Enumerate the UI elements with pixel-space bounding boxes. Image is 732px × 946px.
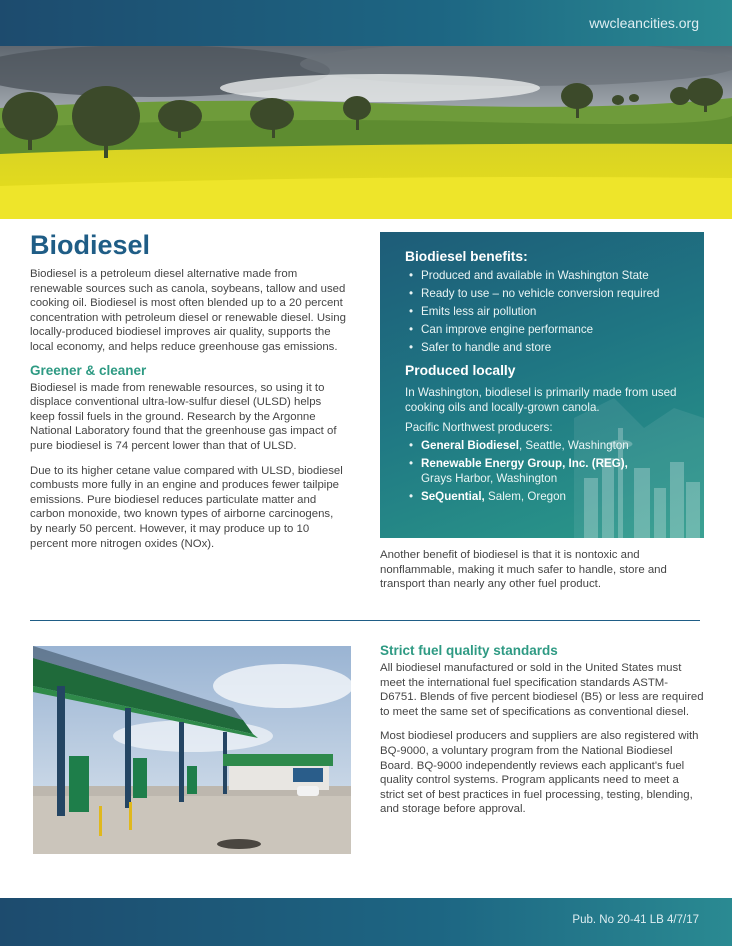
producer-name: SeQuential, (421, 490, 485, 503)
producer-name: Renewable Energy Group, Inc. (REG), (421, 457, 628, 470)
footer-bar (0, 898, 732, 946)
publication-number: Pub. No 20-41 LB 4/7/17 (572, 914, 699, 926)
list-item (405, 456, 700, 486)
produced-locally-heading: Produced locally (405, 363, 516, 378)
canola-field-photo (0, 46, 732, 219)
list-item: • Safer to handle and store (405, 339, 700, 357)
benefits-heading: Biodiesel benefits: (405, 249, 528, 264)
list-item: • Can improve engine performance (405, 321, 700, 339)
greener-paragraph-1: Biodiesel is made from renewable resources, so using it to displace conventional ultra-low-sulfur diesel (ULSD) helps keep fossil fuels in the ground. Research by the Argonne National Laboratory found that the greenhouse gas impact of pure biodiesel is 74 percent lower than that of ULSD. (30, 381, 337, 452)
produced-locally-paragraph: In Washington, biodiesel is primarily made from used cooking oils and locally-grown canola. (405, 386, 677, 414)
producers-list (405, 438, 700, 504)
producer-location: Salem, Oregon (484, 490, 566, 503)
standards-paragraph-2: Most biodiesel producers and suppliers are also registered with BQ-9000, a voluntary program from the National Biodiesel Board. BQ-9000 independently reviews each applicant's fuel quality control systems. Program applicants need to meet a strict set of best practices in fuel processing, testing, blending, and storage before approval. (380, 730, 699, 816)
left-column (30, 228, 348, 551)
list-item: • Produced and available in Washington State (405, 267, 700, 285)
benefits-list (405, 267, 700, 357)
list-item: • Ready to use – no vehicle conversion required (405, 285, 700, 303)
list-item (405, 489, 700, 504)
header-bar (0, 0, 732, 46)
greener-paragraph-2: Due to its higher cetane value compared with ULSD, biodiesel combusts more fully in an engine and produces fewer tailpipe emissions. Pure biodiesel reduces particulate matter and carbon monoxide, two known types of airborne carcinogens, by nearly 50 percent. However, it may produce up to 10 percent more nitrogen oxides (NOx). (30, 464, 343, 550)
site-url[interactable]: wwcleancities.org (589, 15, 699, 31)
standards-heading: Strict fuel quality standards (380, 643, 558, 658)
standards-column (380, 643, 704, 817)
list-item: • Emits less air pollution (405, 303, 700, 321)
benefits-box (380, 232, 704, 538)
producer-location: Grays Harbor, Washington (421, 472, 558, 485)
producer-name: General Biodiesel (421, 439, 519, 452)
list-item (405, 438, 700, 453)
section-divider (30, 620, 700, 621)
nontoxic-paragraph: Another benefit of biodiesel is that it is nontoxic and nonflammable, making it much safer to handle, store and transport than nearly any other fuel product. (380, 549, 667, 591)
producer-location: , Seattle, Washington (518, 439, 629, 452)
intro-paragraph: Biodiesel is a petroleum diesel alternative made from renewable sources such as canola, soybeans, tallow and used cooking oil. Biodiesel is most often blended up to a 20 percent concentration with petroleum diesel or renewable diesel. Using locally-produced biodiesel improves air quality, supports the local economy, and helps reduce greenhouse gas emissions. (30, 268, 346, 353)
page-title: Biodiesel (30, 230, 151, 260)
fuel-station-photo (33, 646, 351, 854)
standards-paragraph-1: All biodiesel manufactured or sold in the United States must meet the international fuel specification standards ASTM-D6751. Blends of five percent biodiesel (B5) or less are required to meet the same set of specifications as conventional diesel. (380, 662, 704, 718)
greener-heading: Greener & cleaner (30, 362, 147, 378)
producers-label: Pacific Northwest producers: (405, 421, 553, 434)
